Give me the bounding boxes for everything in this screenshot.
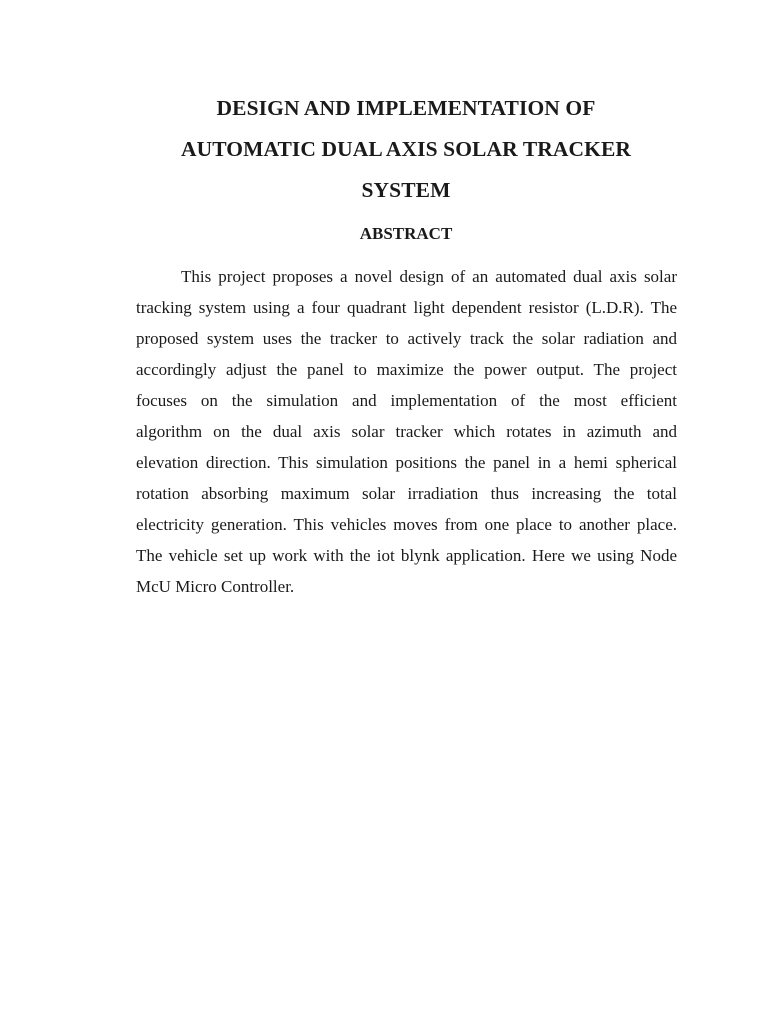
- abstract-line: tracking system using a four quadrant light dependent resistor (L.D.R). The: [136, 298, 677, 317]
- abstract-paragraph: [136, 261, 677, 602]
- abstract-line: elevation direction. This simulation positions the panel in a hemi spherical: [136, 453, 677, 472]
- abstract-line: proposed system uses the tracker to actively track the solar radiation and: [136, 329, 677, 348]
- abstract-line: rotation absorbing maximum solar irradiation thus increasing the total: [136, 484, 677, 503]
- abstract-line: This project proposes a novel design of an automated dual axis solar: [181, 267, 677, 286]
- document-title: [0, 88, 768, 211]
- title-line-1: DESIGN AND IMPLEMENTATION OF: [216, 96, 596, 120]
- abstract-line: McU Micro Controller.: [136, 577, 295, 596]
- abstract-heading: ABSTRACT: [359, 224, 453, 243]
- abstract-line: accordingly adjust the panel to maximize the power output. The project: [136, 360, 677, 379]
- title-line-2: AUTOMATIC DUAL AXIS SOLAR TRACKER: [180, 137, 632, 161]
- abstract-line: The vehicle set up work with the iot blynk application. Here we using Node: [136, 546, 677, 565]
- title-line-3: SYSTEM: [361, 178, 451, 202]
- abstract-line: electricity generation. This vehicles moves from one place to another place.: [136, 515, 677, 534]
- abstract-line: focuses on the simulation and implementation of the most efficient: [136, 391, 677, 410]
- abstract-line: algorithm on the dual axis solar tracker which rotates in azimuth and: [136, 422, 677, 441]
